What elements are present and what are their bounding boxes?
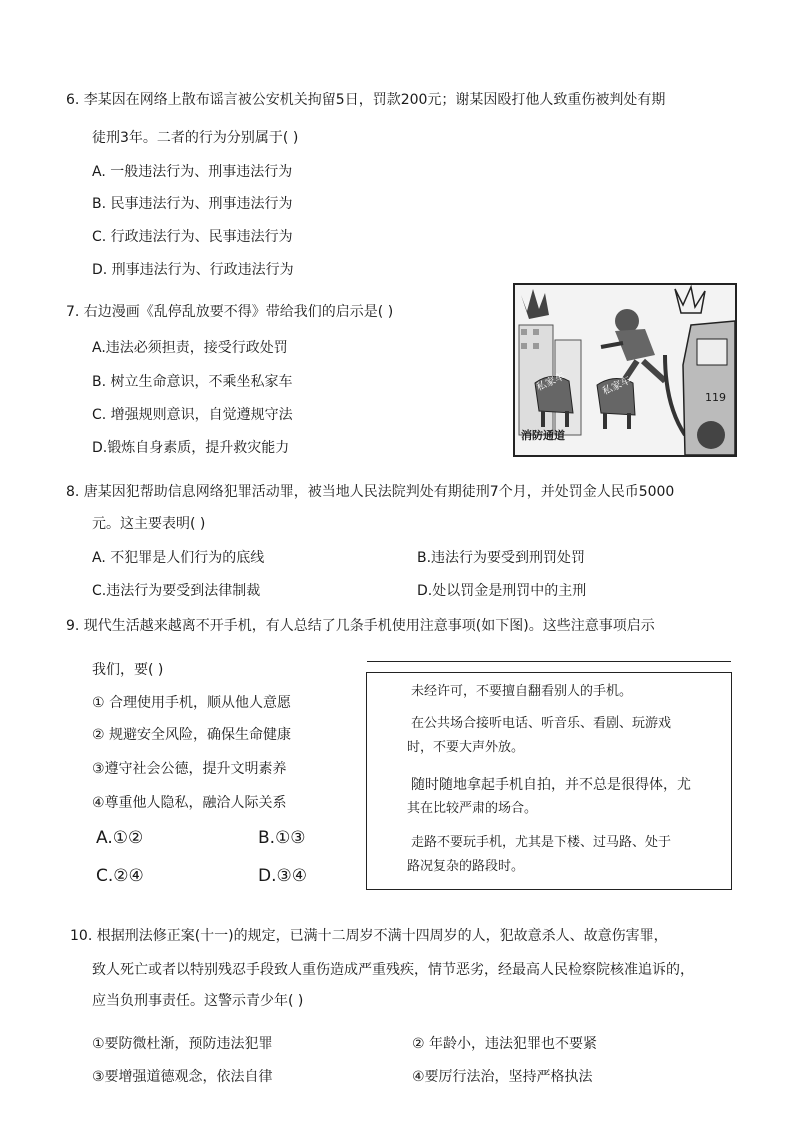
fire-lane-cartoon — [513, 283, 737, 457]
q9-item-3: ③遵守社会公德，提升文明素养 — [92, 761, 287, 777]
q9-item-4: ④尊重他人隐私，融洽人际关系 — [92, 795, 287, 811]
q6-option-d: D. 刑事违法行为、行政违法行为 — [92, 262, 294, 278]
q9-item-1: ① 合理使用手机，顺从他人意愿 — [92, 695, 292, 711]
q6-option-c: C. 行政违法行为、民事违法行为 — [92, 229, 293, 245]
q6-option-a: A. 一般违法行为、刑事违法行为 — [92, 164, 293, 180]
q8-option-a: A. 不犯罪是人们行为的底线 — [92, 550, 265, 566]
q10-stem-line1: 10. 根据刑法修正案(十一)的规定，已满十二周岁不满十四周岁的人，犯故意杀人、故意伤害罪， — [70, 928, 668, 944]
q6-stem-line2: 徒刑3年。二者的行为分别属于( ) — [92, 130, 299, 146]
q8-stem-line1: 8. 唐某因犯帮助信息网络犯罪活动罪，被当地人民法院判处有期徒刑7个月，并处罚金人民币5000 — [66, 484, 675, 500]
q10-item-2: ② 年龄小，违法犯罪也不要紧 — [412, 1036, 598, 1052]
q9-choice-c: C.②④ — [96, 866, 144, 886]
q10-stem-line2: 致人死亡或者以特别残忍手段致人重伤造成严重残疾，情节恶劣，经最高人民检察院核准追诉的， — [92, 962, 694, 978]
notes-top-rule — [367, 661, 731, 662]
q8-stem-line2: 元。这主要表明( ) — [92, 516, 206, 532]
q7-option-a: A.违法必须担责，接受行政处罚 — [92, 340, 288, 356]
q9-item-2: ② 规避安全风险，确保生命健康 — [92, 727, 292, 743]
note-3-line2: 其在比较严肃的场合。 — [407, 801, 538, 816]
q7-option-c: C. 增强规则意识，自觉遵规守法 — [92, 407, 293, 423]
fire-lane-label: 消防通道 — [521, 429, 565, 442]
q9-choice-a: A.①② — [96, 828, 144, 848]
q7-stem: 7. 右边漫画《乱停乱放要不得》带给我们的启示是( ) — [66, 304, 394, 320]
q7-option-b: B. 树立生命意识，不乘坐私家车 — [92, 374, 293, 390]
note-4-line1: 走路不要玩手机，尤其是下楼、过马路、处于 — [411, 835, 672, 850]
car-label-2: 私家车 — [600, 374, 633, 398]
note-2-line2: 时，不要大声外放。 — [407, 740, 525, 755]
q9-stem-line2: 我们，要( ) — [92, 662, 164, 678]
q9-choice-d: D.③④ — [258, 866, 307, 886]
q8-option-d: D.处以罚金是刑罚中的主刑 — [417, 583, 587, 599]
q7-option-d: D.锻炼自身素质，提升救灾能力 — [92, 440, 290, 456]
note-1: 未经许可，不要擅自翻看别人的手机。 — [411, 684, 633, 699]
q9-choice-b: B.①③ — [258, 828, 306, 848]
q6-option-b: B. 民事违法行为、刑事违法行为 — [92, 196, 293, 212]
q8-option-b: B.违法行为要受到刑罚处罚 — [417, 550, 586, 566]
truck-number: 119 — [705, 391, 726, 404]
q10-item-1: ①要防微杜渐，预防违法犯罪 — [92, 1036, 273, 1052]
note-2-line1: 在公共场合接听电话、听音乐、看剧、玩游戏 — [411, 716, 672, 731]
q6-stem-line1: 6. 李某因在网络上散布谣言被公安机关拘留5日，罚款200元；谢某因殴打他人致重伤被判处有期 — [66, 92, 666, 108]
q10-item-4: ④要厉行法治，坚持严格执法 — [412, 1069, 593, 1085]
note-3-line1: 随时随地拿起手机自拍，并不总是很得体，尤 — [411, 777, 691, 793]
car-label-1: 私家车 — [534, 370, 567, 394]
q9-stem-line1: 9. 现代生活越来越离不开手机，有人总结了几条手机使用注意事项(如下图)。这些注意事项启示 — [66, 618, 655, 634]
note-4-line2: 路况复杂的路段时。 — [407, 859, 525, 874]
q10-item-3: ③要增强道德观念，依法自律 — [92, 1069, 273, 1085]
phone-usage-notes-box — [366, 672, 732, 890]
q8-option-c: C.违法行为要受到法律制裁 — [92, 583, 261, 599]
q10-stem-line3: 应当负刑事责任。这警示青少年( ) — [92, 993, 304, 1009]
